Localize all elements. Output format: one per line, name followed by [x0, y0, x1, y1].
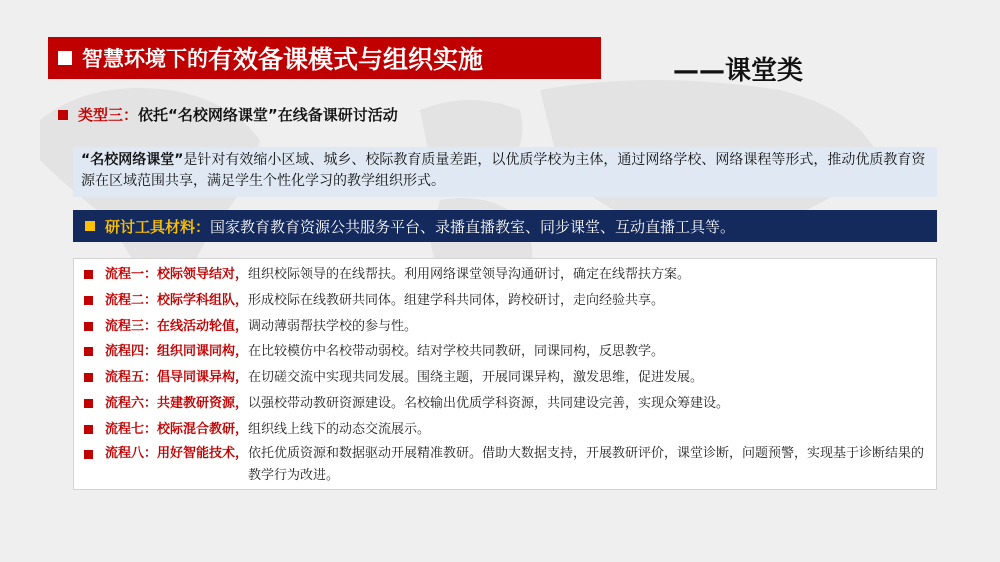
- process-item: [84, 365, 936, 391]
- process-item: [84, 314, 936, 340]
- type-text: 依托“名校网络课堂”在线备课研讨活动: [138, 106, 398, 124]
- process-label: 流程八：用好智能技术，: [105, 445, 249, 461]
- slide-title-part1: 智慧环境下的: [82, 47, 208, 71]
- square-bullet-icon: [58, 51, 72, 65]
- process-text: 在比较模仿中名校带动弱校。结对学校共同教研，同课同构，反思教学。: [248, 344, 665, 360]
- square-bullet-icon: [84, 450, 93, 459]
- process-item: [84, 339, 936, 365]
- process-item: [84, 391, 936, 417]
- process-item: [84, 262, 936, 288]
- slide-title-part2: 有效备课模式与组织实施: [208, 45, 484, 74]
- process-label: 流程二：校际学科组队，: [105, 292, 249, 308]
- type-heading: [58, 104, 398, 125]
- process-item: [84, 417, 936, 443]
- square-bullet-icon: [84, 270, 93, 279]
- process-text: 组织校际领导的在线帮扶。利用网络课堂领导沟通研讨，确定在线帮扶方案。: [248, 267, 691, 282]
- definition-term: “名校网络课堂”: [81, 152, 184, 168]
- process-label: 流程四：组织同课同构，: [105, 344, 249, 360]
- process-item: [84, 443, 936, 487]
- process-text: 依托优质资源和数据驱动开展精准教研。借助大数据支持，开展教研评价，课堂诊断，问题预警，实现基于诊断结果的教学行为改进。: [248, 445, 925, 483]
- square-bullet-icon: [84, 425, 93, 434]
- process-list: [73, 258, 937, 490]
- definition-text: 是针对有效缩小区域、城乡、校际教育质量差距，以优质学校为主体，通过网络学校、网络课程等形式，推动优质教育资源在区域范围共享，满足学生个性化学习的教学组织形式。: [81, 152, 926, 189]
- process-text: 以强校带动教研资源建设。名校输出优质学科资源，共同建设完善，实现众筹建设。: [248, 395, 730, 411]
- square-bullet-icon: [85, 221, 95, 231]
- process-label: 流程六：共建教研资源，: [105, 395, 249, 411]
- process-label: 流程七：校际混合教研，: [105, 421, 249, 437]
- square-bullet-icon: [84, 399, 93, 408]
- tools-bar: [73, 210, 937, 242]
- process-label: 流程一：校际领导结对，: [105, 267, 249, 282]
- slide-title-bar: [48, 37, 601, 79]
- tools-text: 国家教育教育资源公共服务平台、录播直播教室、同步课堂、互动直播工具等。: [210, 217, 736, 236]
- tools-label: 研讨工具材料：: [105, 217, 211, 236]
- process-text: 组织线上线下的动态交流展示。: [248, 421, 431, 437]
- square-bullet-icon: [84, 373, 93, 382]
- category-label: ——课堂类: [673, 56, 804, 86]
- process-item: [84, 288, 936, 314]
- square-bullet-icon: [84, 296, 93, 305]
- process-text: 调动薄弱帮扶学校的参与性。: [248, 318, 418, 334]
- square-bullet-icon: [58, 110, 68, 120]
- square-bullet-icon: [84, 347, 93, 356]
- type-label: 类型三：: [78, 106, 139, 124]
- process-text: 形成校际在线教研共同体。组建学科共同体，跨校研讨，走向经验共享。: [248, 292, 665, 308]
- process-label: 流程三：在线活动轮值，: [105, 318, 249, 334]
- process-text: 在切磋交流中实现共同发展。围绕主题，开展同课异构，激发思维，促进发展。: [248, 370, 704, 386]
- definition-box: [73, 147, 937, 197]
- square-bullet-icon: [84, 322, 93, 331]
- process-label: 流程五：倡导同课异构，: [105, 370, 249, 386]
